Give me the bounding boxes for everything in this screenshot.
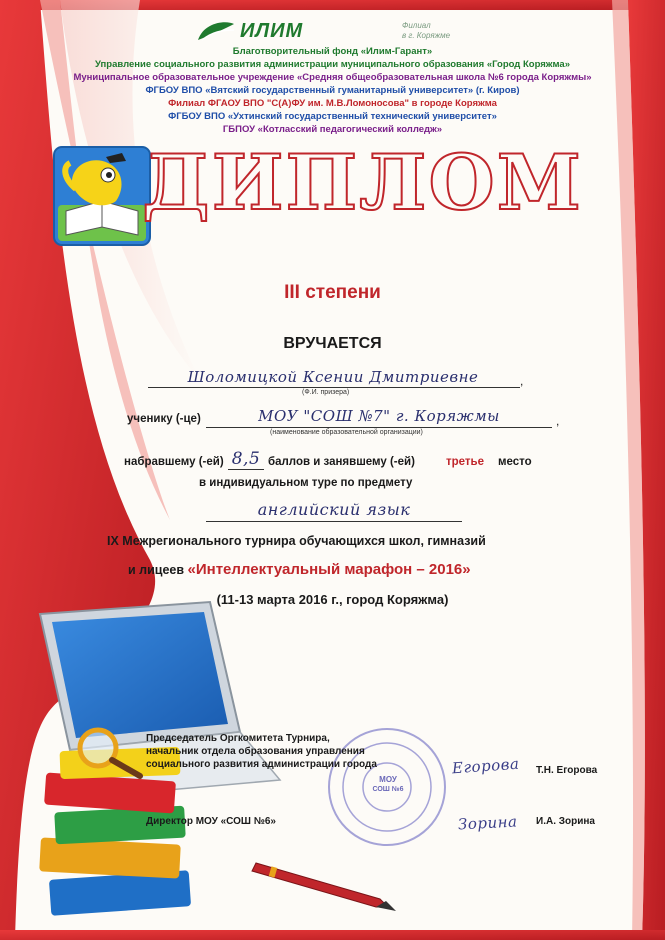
score-value: 8,5 [231, 449, 261, 469]
chair-signature: Егорова [451, 754, 520, 778]
header-line-1: Благотворительный фонд «Илим-Гарант» [232, 46, 433, 57]
director-label: Директор МОУ «СОШ №6» [146, 816, 276, 827]
score-prefix: набравшему (-ей) [124, 456, 224, 468]
subject-underline [206, 521, 462, 522]
diploma-title: ДИПЛОМ [142, 138, 583, 227]
header-line-4: ФГБОУ ВПО «Вятский государственный гуманитарный университет» (г. Киров) [145, 85, 520, 96]
stamp-text-1: МОУ [379, 775, 397, 784]
place-text: третье [446, 456, 484, 468]
leaf-logo-icon [196, 20, 236, 42]
school-name: МОУ "СОШ №7" г. Коряжмы [258, 407, 500, 425]
header-line-2: Управление социального развития администрации муниципального образования «Город Коряжма» [95, 59, 570, 70]
recipient-name-line [148, 368, 518, 388]
degree-text: III степени [284, 282, 381, 303]
chair-name: Т.Н. Егорова [536, 765, 598, 776]
logo-side-1: Филиал [402, 21, 431, 30]
recipient-name-caption: (Ф.И. призера) [302, 389, 350, 396]
score-underline [228, 469, 264, 470]
header-line-6: ФГБОУ ВПО «Ухтинский государственный технический университет» [168, 111, 497, 122]
subject-text: английский язык [257, 500, 411, 519]
logo-brand: ИЛИМ [240, 20, 304, 42]
recipient-underline [148, 387, 520, 388]
chair-title-2: начальник отдела образования управления [146, 746, 365, 757]
school-caption: (наименование образовательной организации) [270, 429, 423, 436]
score-suffix: место [498, 456, 532, 468]
recipient-name: Шоломицкой Ксении Дмитриевне [187, 368, 479, 386]
student-label: ученику (-це) [127, 413, 201, 425]
header-line-3: Муниципальное образовательное учреждение «Средняя общеобразовательная школа №6 города Коряжмы» [73, 72, 592, 83]
pen-icon [250, 855, 400, 915]
school-underline [206, 427, 552, 428]
event-line-2 [128, 561, 471, 579]
header-line-5: Филиал ФГАОУ ВПО "С(А)ФУ им. М.В.Ломоносова" в городе Коряжма [168, 98, 497, 109]
logo-side-2: в г. Коряжме [402, 31, 451, 40]
subject-line [206, 500, 462, 520]
awarded-text: ВРУЧАЕТСЯ [283, 335, 382, 352]
magnifier-icon [70, 722, 150, 782]
event-dates: (11-13 марта 2016 г., город Коряжма) [216, 592, 449, 607]
ilim-logo [196, 20, 476, 44]
header-line-7: ГБПОУ «Котласский педагогический колледж» [222, 124, 443, 135]
chair-title-3: социального развития администрации города [146, 759, 377, 770]
chair-title-1: Председатель Оргкомитета Турнира, [146, 733, 330, 744]
event-line-2-prefix: и лицеев [128, 563, 188, 577]
stamp-text-2: СОШ №6 [372, 786, 404, 793]
recipient-comma: , [520, 374, 524, 388]
event-line-1: IX Межрегионального турнира обучающихся школ, гимназий [107, 534, 486, 548]
score-middle: баллов и занявшему (-ей) [268, 456, 415, 468]
school-comma: , [556, 414, 560, 428]
school-line [206, 407, 552, 426]
event-name: «Интеллектуальный марафон – 2016» [187, 561, 471, 578]
director-name: И.А. Зорина [536, 816, 595, 827]
tour-line: в индивидуальном туре по предмету [199, 477, 413, 489]
director-signature: Зорина [457, 812, 518, 834]
